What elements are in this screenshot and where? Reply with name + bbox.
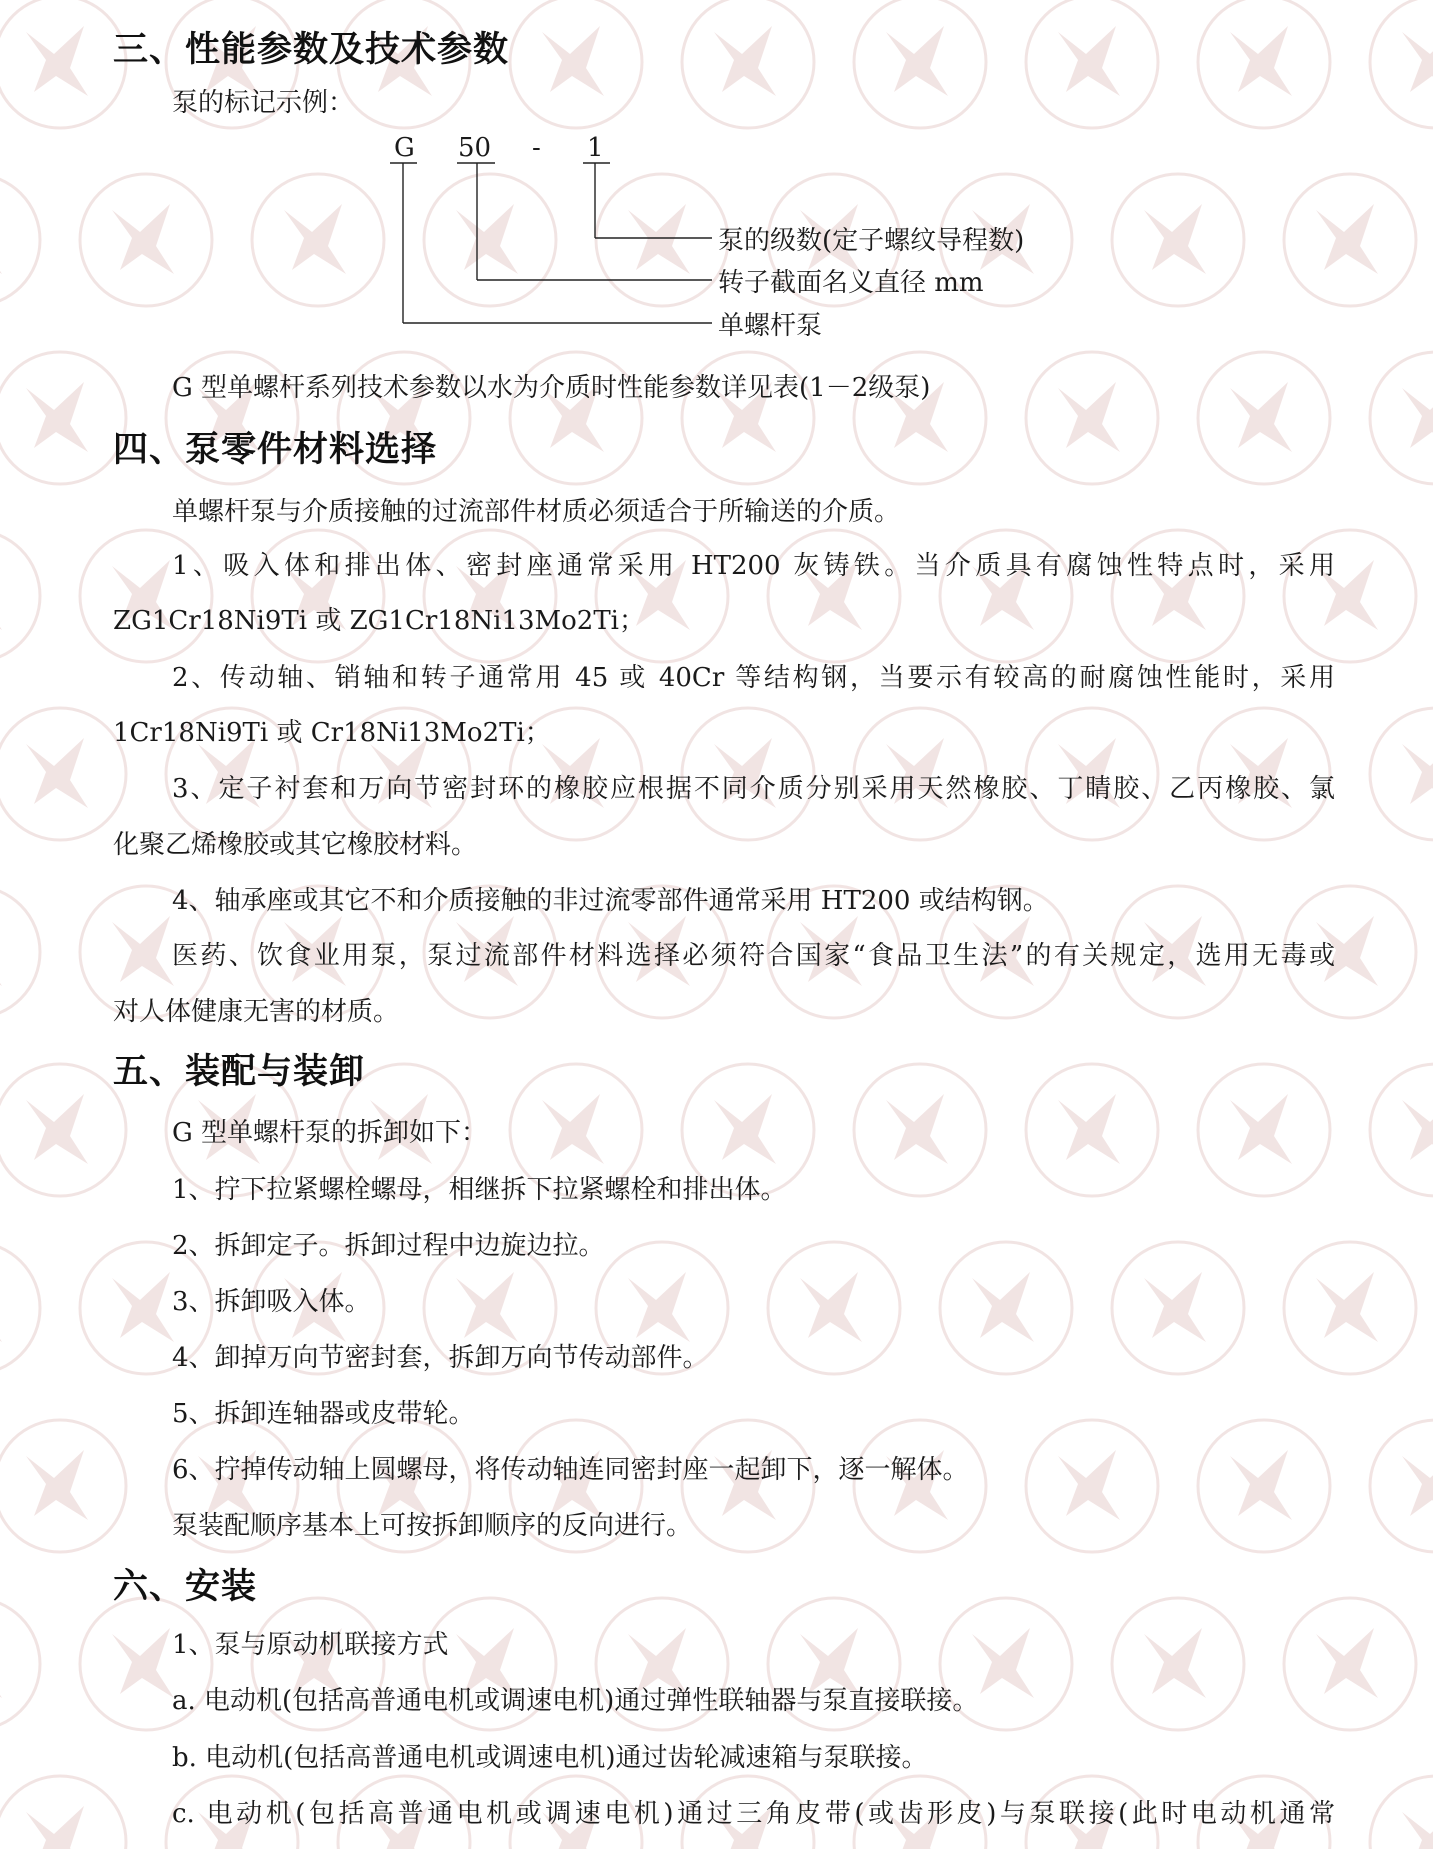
section-heading-material-selection: 四、泵零件材料选择	[113, 430, 438, 470]
section-heading-performance-parameters: 三、性能参数及技术参数	[113, 30, 510, 70]
assembly-order-note: 泵装配顺序基本上可按拆卸顺序的反向进行。	[172, 1511, 693, 1541]
material-item-1-line-1: 1、吸入体和排出体、密封座通常采用 HT200 灰铸铁。当介质具有腐蚀性特点时，采用	[172, 551, 1335, 581]
disassembly-intro: G 型单螺杆泵的拆卸如下：	[172, 1118, 488, 1148]
material-item-3-line-1: 3、定子衬套和万向节密封环的橡胶应根据不同介质分别采用天然橡胶、丁睛胶、乙丙橡胶、氯	[172, 774, 1335, 804]
food-grade-requirement-line-2: 对人体健康无害的材质。	[113, 997, 400, 1027]
material-item-3-line-2: 化聚乙烯橡胶或其它橡胶材料。	[113, 830, 478, 860]
disassembly-step-2: 2、拆卸定子。拆卸过程中边旋边拉。	[172, 1231, 605, 1261]
materials-intro: 单螺杆泵与介质接触的过流部件材质必须适合于所输送的介质。	[172, 497, 901, 527]
annotation-stages: 泵的级数(定子螺纹导程数)	[718, 226, 1025, 256]
annotation-series: 单螺杆泵	[718, 311, 823, 341]
section-heading-assembly-disassembly: 五、装配与装卸	[113, 1052, 366, 1092]
disassembly-step-6: 6、拧掉传动轴上圆螺母，将传动轴连同密封座一起卸下，逐一解体。	[172, 1455, 969, 1485]
disassembly-step-3: 3、拆卸吸入体。	[172, 1287, 371, 1317]
food-grade-requirement-line-1: 医药、饮食业用泵，泵过流部件材料选择必须符合国家“食品卫生法”的有关规定，选用无毒或	[172, 941, 1335, 971]
code-diameter: 50	[458, 133, 492, 163]
code-stages: 1	[587, 133, 604, 163]
code-dash: -	[532, 133, 541, 163]
disassembly-step-5: 5、拆卸连轴器或皮带轮。	[172, 1399, 475, 1429]
annotation-diameter: 转子截面名义直径 mm	[718, 268, 984, 298]
material-item-4: 4、轴承座或其它不和介质接触的非过流零部件通常采用 HT200 或结构钢。	[172, 886, 1049, 916]
section-heading-installation: 六、安装	[113, 1567, 258, 1607]
coupling-option-c: c. 电动机(包括高普通电机或调速电机)通过三角皮带(或齿形皮)与泵联接(此时电动机通常	[172, 1799, 1335, 1829]
material-item-1-line-2: ZG1Cr18Ni9Ti 或 ZG1Cr18Ni13Mo2Ti；	[113, 606, 645, 636]
installation-item-1: 1、泵与原动机联接方式	[172, 1630, 449, 1660]
code-series-letter: G	[394, 133, 415, 163]
coupling-option-b: b. 电动机(包括高普通电机或调速电机)通过齿轮减速箱与泵联接。	[172, 1743, 928, 1773]
material-item-2-line-1: 2、传动轴、销轴和转子通常用 45 或 40Cr 等结构钢，当要示有较高的耐腐蚀性能时，采用	[172, 663, 1335, 693]
coupling-option-a: a. 电动机(包括高普通电机或调速电机)通过弹性联轴器与泵直接联接。	[172, 1686, 979, 1716]
disassembly-step-4: 4、卸掉万向节密封套，拆卸万向节传动部件。	[172, 1343, 709, 1373]
marking-example-label: 泵的标记示例：	[172, 88, 355, 118]
technical-parameters-note: G 型单螺杆系列技术参数以水为介质时性能参数详见表(1－2级泵)	[172, 373, 931, 403]
disassembly-step-1: 1、拧下拉紧螺栓螺母，相继拆下拉紧螺栓和排出体。	[172, 1175, 787, 1205]
material-item-2-line-2: 1Cr18Ni9Ti 或 Cr18Ni13Mo2Ti；	[113, 718, 551, 748]
